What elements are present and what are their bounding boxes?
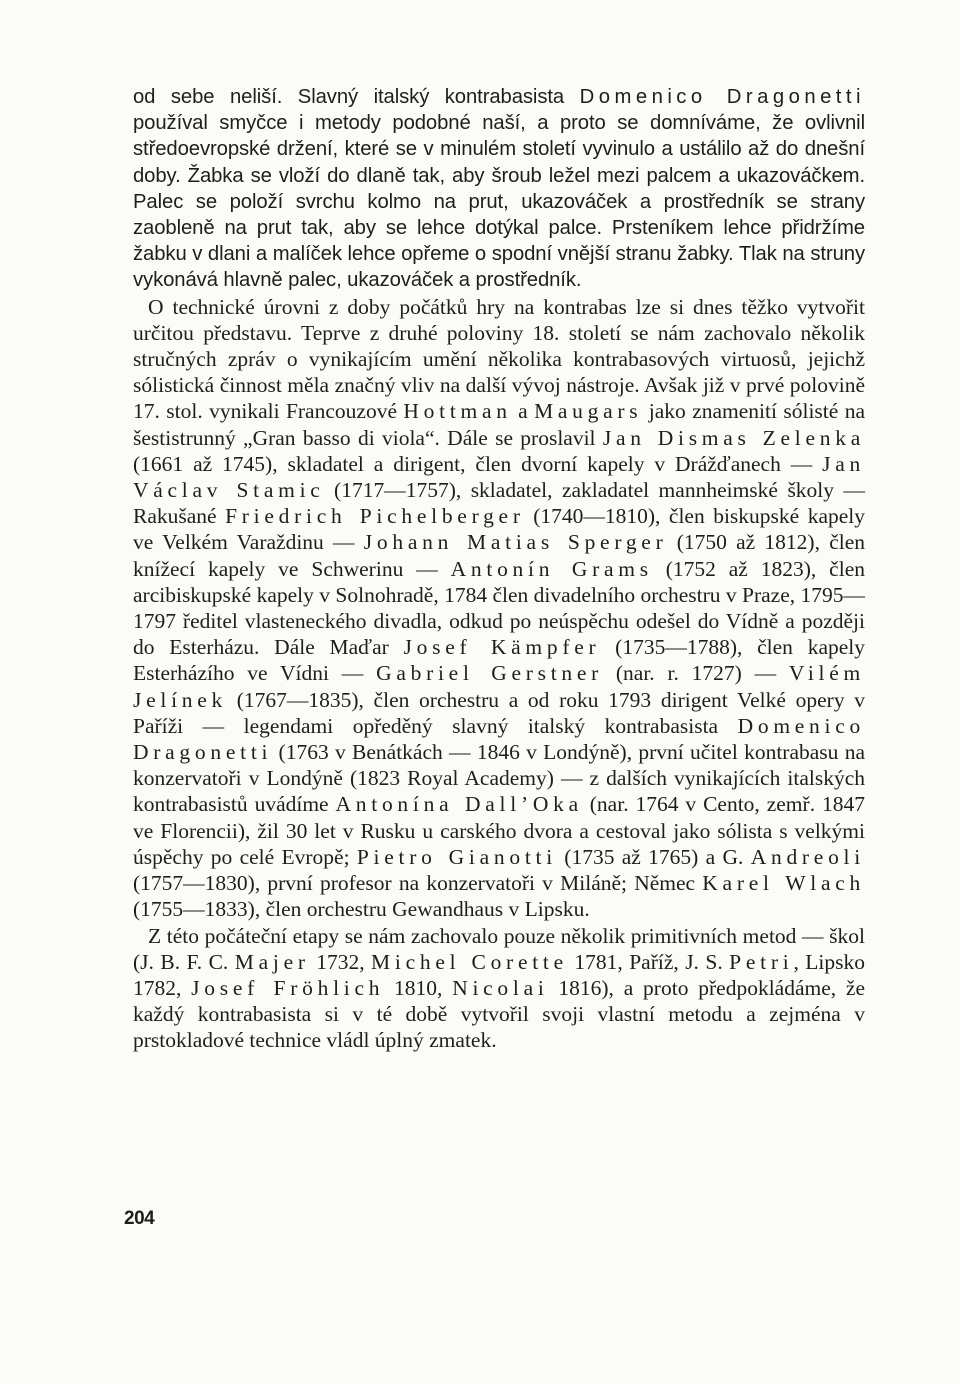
text-run: Z této počáteční etapy se nám zachovalo pouze několik primitivních metod — škol (J. B. F. C. [133,923,865,974]
name-majer: Majer [234,949,310,974]
text-run: (1735 až 1765) a G. [556,844,751,869]
name-stamic: Jan Václav Stamic [133,451,865,503]
name-petri: Petri [729,949,794,974]
name-gianotti: Pietro Gianotti [356,844,557,869]
name-andreoli: Andreoli [750,844,865,869]
name-dalloka: Antonína Dall’Oka [335,792,583,817]
name-wlach: Karel Wlach [702,871,865,896]
name-zelenka: Jan Dismas Zelenka [602,425,865,450]
paragraph-2 [133,294,865,923]
page-number: 204 [124,1208,155,1229]
name-nicolai: Nicolai [452,975,549,1000]
text-run: 1732, [309,949,372,974]
text-run: 1810, [384,975,453,1000]
text-run: (1740—1810), člen biskupské kapely ve Velkém Varaždinu — [133,504,866,555]
text-run: (1717—1757), skladatel, zakladatel mannheimské školy — Rakušané [133,478,865,529]
name-dragonetti-2: Domenico Dragonetti [133,713,865,765]
text-run: používal smyčce i metody podobné naší, a proto se domníváme, že ovlivnil středoevropské držení, které se v minulém století vyvinulo a ustálilo až do dnešní doby. Žabka se vloží do dlaně tak, aby šroub ležel mezi palcem a ukazováčkem. Palec se položí svrchu kolmo na prut, ukazováček a prostředník se strany zaobleně na prut tak, aby se lehce dotýkal palce. Prsteníkem lehce přidržíme žabku v dlani a malíček lehce opřeme o spodní vnější stranu žabky. Tlak na struny vykonává hlavně palec, ukazováček a prostředník. [133,112,865,292]
text-run: O technické úrovni z doby počátků hry na kontrabas lze si dnes těžko vytvořit určitou představu. Teprve z druhé poloviny 18. století se nám zachovalo několik stručných zpráv o vynikajícím umění několika kontrabasových virtuosů, jejichž sólistická činnost měla značný vliv na další vývoj nástroje. Avšak již v prvé polovině 17. stol. vynikali Francouzové [133,294,865,424]
name-dragonetti: Domenico Dragonetti [579,86,865,108]
text-run: (1767—1835), člen orchestru a od roku 1793 dirigent Velké opery v Paříži — legendami opředěný slavný italský kontrabasista [133,687,865,738]
text-run: (1752 až 1823), člen arcibiskupské kapely v Solnohradě, 1784 člen divadelního orchestru v Praze, 1795—1797 ředitel vlasteneckého divadla, odkud po neúspěchu odešel do Vídně a později do Esterházu. Dále Maďar [133,556,866,660]
text-run: a [511,399,535,424]
text-run: (1750 až 1812), člen knížecí kapely ve Schwerinu — [133,530,865,581]
text-run: (1755—1833), člen orchestru Gewandhaus v Lipsku. [133,897,590,922]
name-frohlich: Josef Fröhlich [191,975,385,1000]
text-run: (1763 v Benátkách — 1846 v Londýně), první učitel kontrabasu na konzervatoři v Londýně (1823 Royal Academy) — z dalších vynikajících italských kontrabasistů uvádíme [133,740,865,817]
text-run: od sebe neliší. Slavný italský kontrabasista [133,86,580,108]
text-run: 1781, Paříž, J. S. [567,949,730,974]
text-run: , Lipsko 1782, [133,949,865,1000]
text-run: (1735—1788), člen kapely Esterházího ve Vídni — [133,635,866,686]
name-jelinek: Vilém Jelínek [133,661,865,712]
text-run: (1661 až 1745), skladatel a dirigent, člen dvorní kapely v Drážďanech — [133,451,823,476]
text-run: (nar. 1764 v Cento, zemř. 1847 ve Florencii), žil 30 let v Rusku u carského dvora a cestoval jako sólista s velkými úspěchy po celé Evropě; [133,792,865,869]
name-maugars: Maugars [534,399,643,424]
text-run: (1757—1830), první profesor na konzervatoři v Miláně; Němec [133,871,703,896]
name-hottman: Hottman [403,399,512,424]
text-run: 1816), a proto předpokládáme, že každý kontrabasista si v té době vytvořil svoji vlastní metodu a zejména v prstokladové technice vládl úplný zmatek. [133,975,866,1053]
paragraph-1 [133,84,865,294]
paragraph-3 [133,923,865,1054]
text-run: (nar. r. 1727) — [603,661,789,686]
name-sperger: Johann Matias Sperger [363,530,668,555]
text-run: jako znamenití sólisté na šestistrunný „Gran basso di viola“. Dále se proslavil [133,399,865,450]
page-body [133,84,865,1054]
name-grams: Antonín Grams [450,556,653,581]
name-corette: Michel Corette [371,949,568,974]
name-pichelberger: Friedrich Pichelberger [225,504,525,529]
name-kampfer: Josef Kämpfer [403,635,601,660]
name-gerstner: Gabriel Gerstner [376,661,604,686]
